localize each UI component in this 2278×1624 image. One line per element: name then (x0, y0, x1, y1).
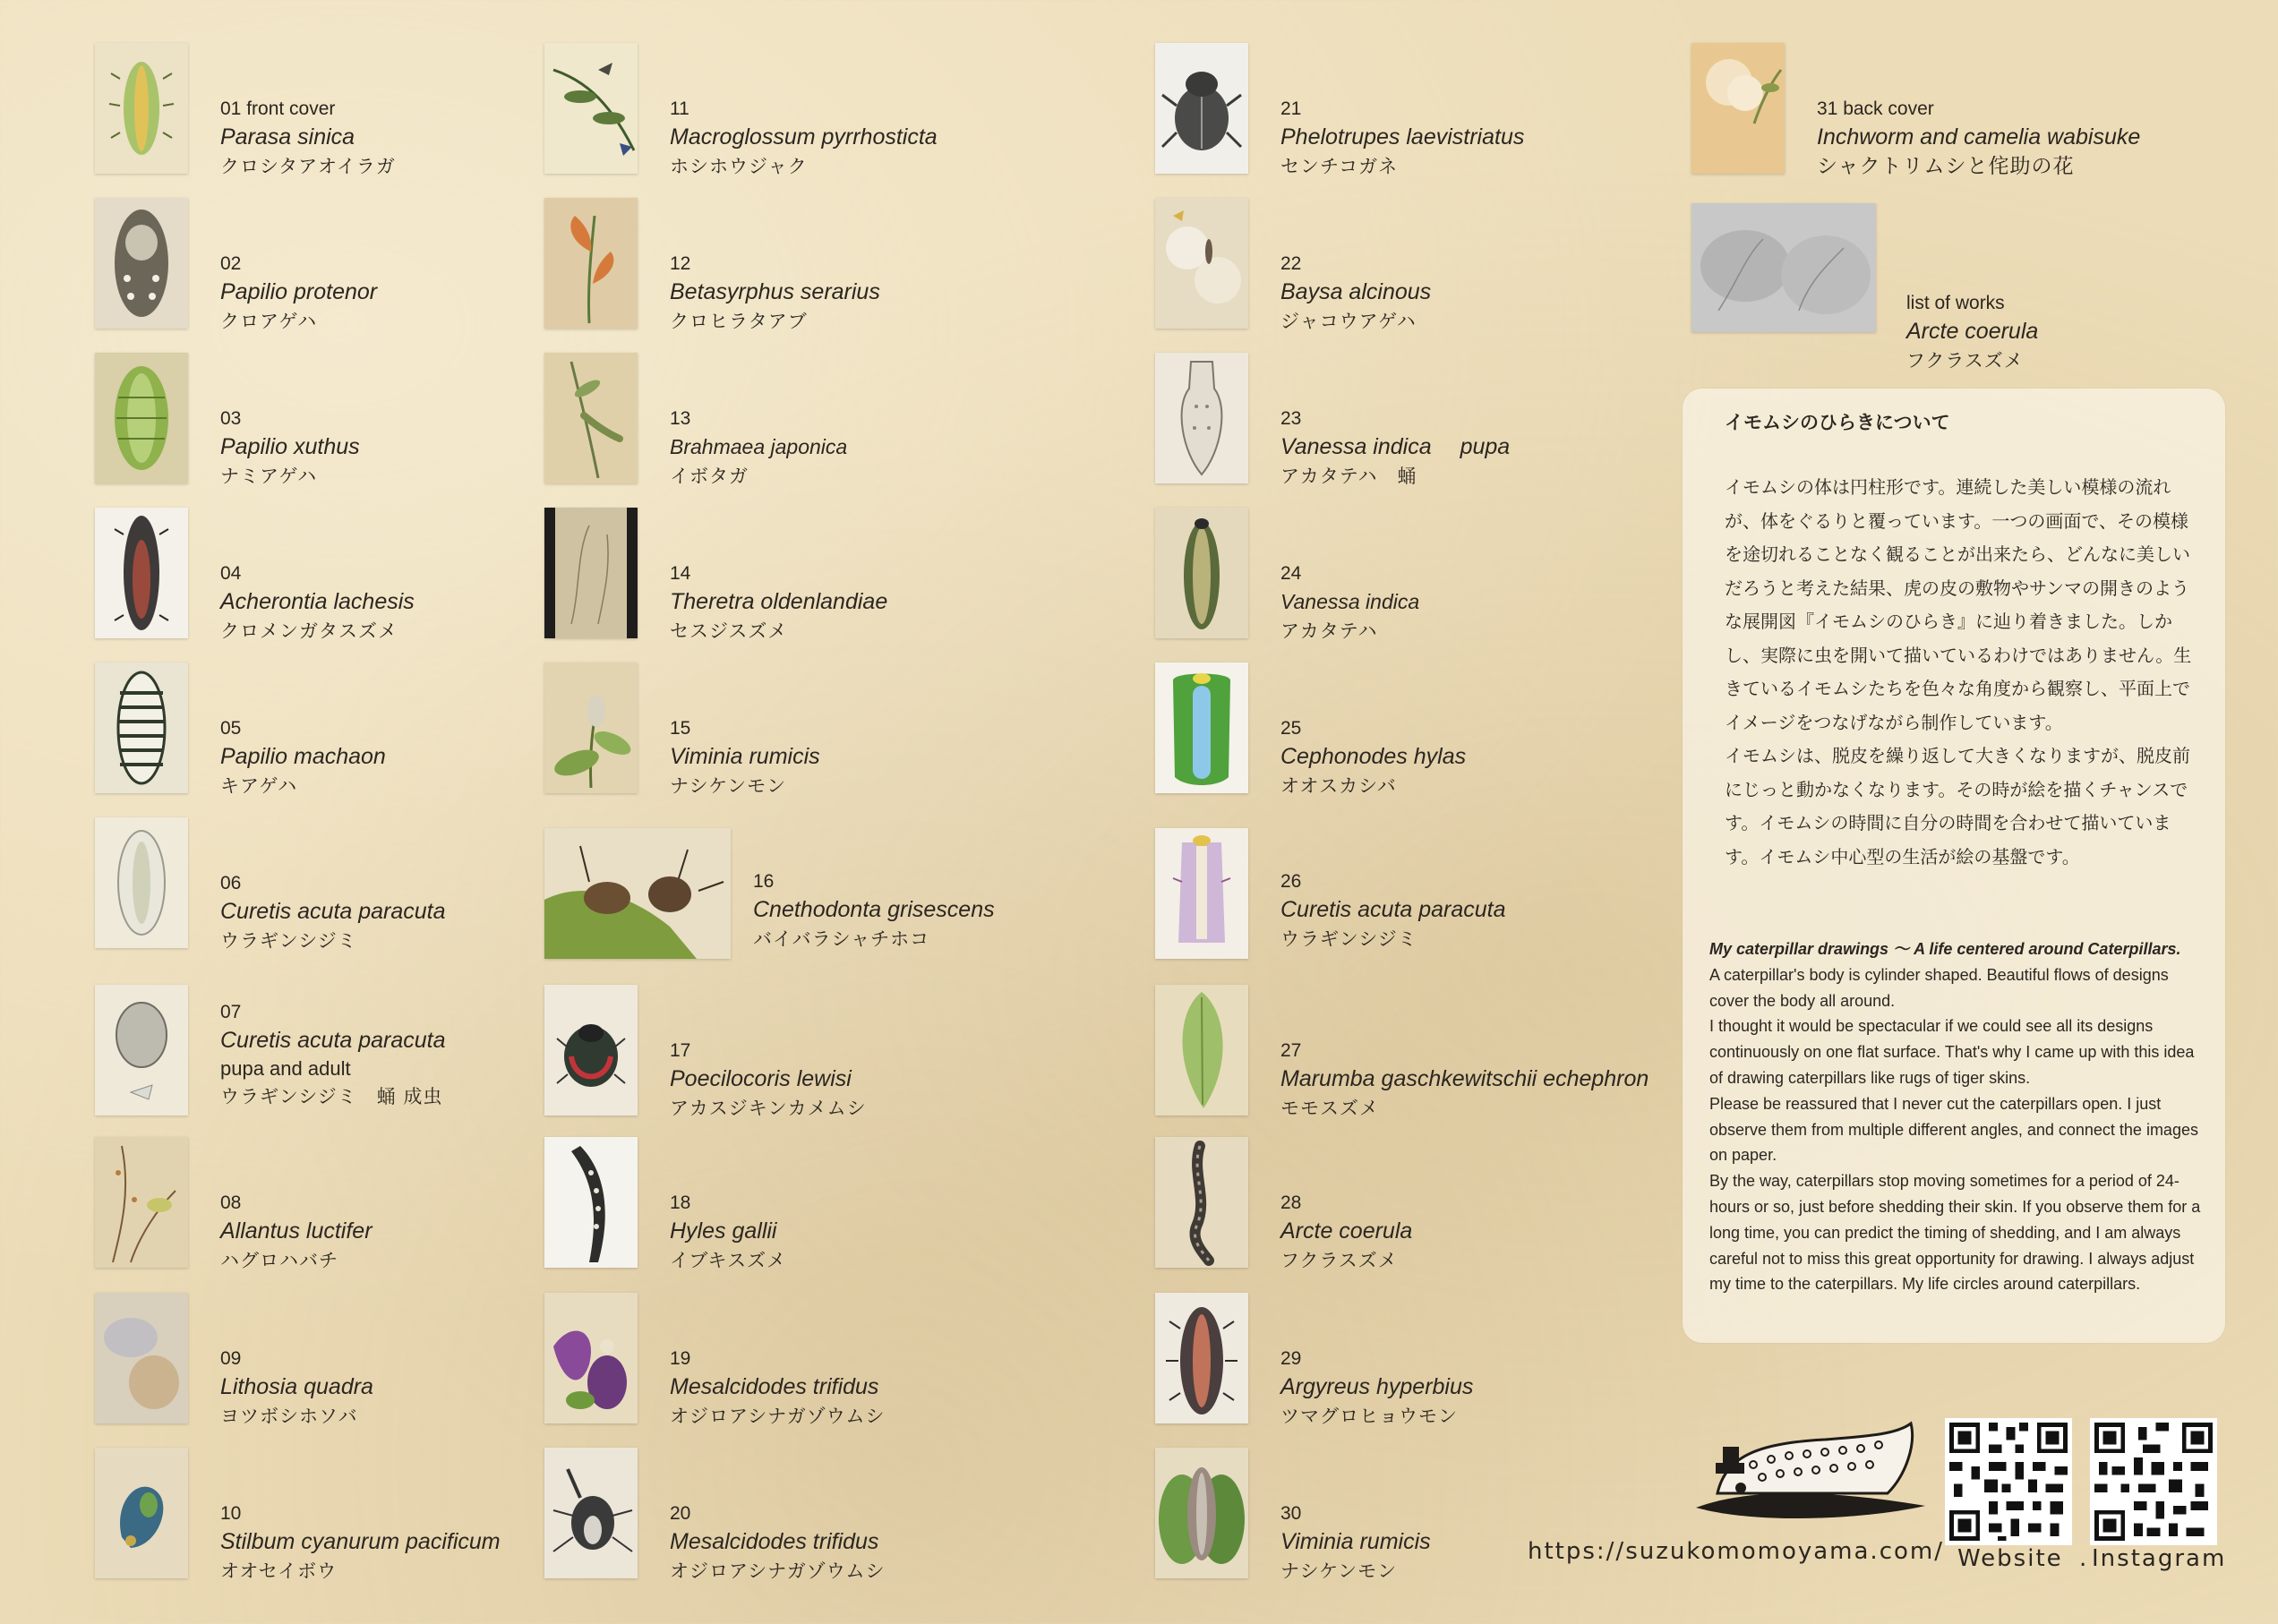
artwork-thumbnail (1155, 198, 1248, 329)
about-jp-paragraph: イモムシの体は円柱形です。連続した美しい模様の流れが、体をぐるりと覆っています。一つの画面で、その模様を途切れることなく観ることが出来たら、どんなに美しいだろうと考えた結果、虎の皮の敷物やサンマの開きのような展開図『イモムシのひらき』に辿り着きました。しかし、実際に虫を開いて描いているわけではありません。生きているイモムシたちを色々な角度から観察し、平面上でイメージをつなげながら制作しています。 (1725, 476, 2192, 733)
scientific-name: Cephonodes hylas (1280, 744, 1467, 769)
work-number: 05 (220, 718, 242, 739)
website-qr-code-icon[interactable] (1945, 1418, 2072, 1545)
artwork-thumbnail (1155, 828, 1248, 959)
work-number: 09 (220, 1348, 242, 1369)
artwork-thumbnail (544, 985, 638, 1115)
japanese-name: モモスズメ (1280, 1098, 1379, 1119)
work-number: 22 (1280, 253, 1302, 274)
artwork-thumbnail (95, 43, 188, 174)
work-number: 29 (1280, 1348, 1302, 1369)
about-en-paragraph: I thought it would be spectacular if we could see all its designs continuously on one flat surface. That's why I came up with this idea of drawing caterpillars like rugs of tiger skins. (1709, 1017, 2195, 1087)
japanese-name: フクラスズメ (1906, 350, 2024, 372)
work-entry-19 (544, 1293, 1171, 1427)
japanese-name: ツマグロヒョウモン (1280, 1406, 1458, 1427)
work-number: 30 (1280, 1503, 1302, 1524)
artwork-thumbnail (1155, 1448, 1248, 1578)
artwork-thumbnail (95, 353, 188, 483)
scientific-name: Papilio machaon (220, 744, 386, 769)
japanese-name: オジロアシナガゾウムシ (670, 1406, 886, 1427)
artwork-thumbnail (1155, 662, 1248, 793)
japanese-name: ウラギンシジミ (220, 930, 357, 952)
japanese-name: ナシケンモン (1280, 1560, 1398, 1582)
work-number: 04 (220, 563, 242, 584)
work-number: list of works (1906, 293, 2005, 313)
japanese-name: ジャコウアゲハ (1280, 311, 1417, 332)
work-entry-11 (544, 43, 1171, 177)
artwork-thumbnail (95, 1448, 188, 1578)
work-number: 06 (220, 873, 242, 893)
artwork-thumbnail (1155, 985, 1248, 1115)
scientific-name: Curetis acuta paracuta (1280, 897, 1506, 922)
scientific-name: Phelotrupes laevistriatus (1280, 124, 1525, 150)
japanese-name: イブキスズメ (670, 1250, 787, 1271)
scientific-name: Papilio protenor (220, 279, 378, 304)
japanese-name: シャクトリムシと侘助の花 (1817, 155, 2075, 178)
work-number: 20 (670, 1503, 691, 1524)
japanese-name: クロヒラタアブ (670, 311, 808, 332)
work-entry-31 (1691, 43, 2278, 177)
artwork-thumbnail (1155, 508, 1248, 638)
japanese-name: ウラギンシジミ (1280, 928, 1417, 950)
caterpillar-logo-icon (1691, 1418, 1931, 1529)
instagram-qr-code-icon[interactable] (2090, 1418, 2217, 1545)
work-number: 03 (220, 408, 242, 429)
scientific-name: Arcte coerula (1906, 319, 2039, 344)
japanese-name: ヨツボシホソバ (220, 1406, 358, 1427)
work-number: 16 (753, 871, 775, 892)
artwork-thumbnail (95, 508, 188, 638)
artwork-thumbnail (544, 43, 638, 174)
scientific-name: Mesalcidodes trifidus (670, 1374, 879, 1399)
work-entry-16 (544, 828, 1171, 962)
work-number: 26 (1280, 871, 1302, 892)
scientific-name: Allantus luctifer (220, 1218, 373, 1244)
artwork-thumbnail (1155, 1137, 1248, 1268)
japanese-name: アカタテハ 蛹 (1280, 466, 1417, 487)
japanese-name: クロシタアオイラガ (220, 156, 396, 177)
work-entry-12 (544, 198, 1171, 332)
artwork-thumbnail (544, 1448, 638, 1578)
qr-label-separator: . (2079, 1545, 2089, 1572)
scientific-name: Curetis acuta paracuta (220, 1028, 446, 1053)
scientific-name: Stilbum cyanurum pacificum (220, 1529, 501, 1554)
work-number: 14 (670, 563, 691, 584)
scientific-name: Vanessa indica pupa (1280, 434, 1511, 459)
artwork-thumbnail (544, 508, 638, 638)
artwork-thumbnail (95, 198, 188, 329)
about-en-paragraph: By the way, caterpillars stop moving sometimes for a period of 24-hours or so, just before shedding their skin. If you observe them for a long time, you can predict the timing of shedding, and I am always careful not to miss this great opportunity for drawing. I always adjust my time to the caterpillars. My life circles around caterpillars. (1709, 1172, 2201, 1294)
artwork-thumbnail (95, 985, 188, 1115)
work-number: 19 (670, 1348, 691, 1369)
japanese-name: ナミアゲハ (220, 466, 318, 487)
scientific-name: Inchworm and camelia wabisuke (1817, 124, 2141, 150)
japanese-name: ハグロハバチ (220, 1250, 338, 1271)
japanese-name: オオスカシバ (1280, 775, 1397, 797)
scientific-name: Macroglossum pyrrhosticta (670, 124, 938, 150)
work-number: 11 (670, 98, 689, 119)
japanese-name: バイバラシャチホコ (753, 928, 930, 950)
artwork-thumbnail (1691, 43, 1785, 174)
work-entry-17 (544, 985, 1171, 1119)
artwork-thumbnail (544, 198, 638, 329)
instagram-qr-label: Instagram (2092, 1545, 2227, 1572)
japanese-name: センチコガネ (1280, 156, 1399, 177)
scientific-name: Poecilocoris lewisi (670, 1066, 852, 1091)
work-number: 07 (220, 1002, 242, 1022)
about-en-lead: My caterpillar drawings 〜 A life centered around Caterpillars. (1709, 940, 2181, 958)
artwork-thumbnail (1155, 43, 1248, 174)
work-number: 18 (670, 1192, 691, 1213)
website-qr-label: Website (1957, 1545, 2063, 1572)
scientific-name: Parasa sinica (220, 124, 355, 150)
scientific-name: Lithosia quadra (220, 1374, 373, 1399)
japanese-name: アカスジキンカメムシ (670, 1098, 867, 1119)
artwork-thumbnail (95, 662, 188, 793)
japanese-name: アカタテハ (1280, 620, 1378, 642)
scientific-name: Cnethodonta grisescens (753, 897, 995, 922)
work-entry-13 (544, 353, 1171, 487)
work-number: 21 (1280, 98, 1302, 119)
scientific-name: Acherontia lachesis (220, 589, 415, 614)
work-number: 12 (670, 253, 691, 274)
about-jp-paragraph: イモムシは、脱皮を繰り返して大きくなりますが、脱皮前にじっと動かなくなります。その時が絵を描くチャンスです。イモムシの時間に自分の時間を合わせて描いています。イモムシ中心型の生活が絵の基盤です。 (1725, 745, 2190, 868)
work-subtitle: pupa and adult (220, 1057, 351, 1080)
scientific-name: Theretra oldenlandiae (670, 589, 888, 614)
japanese-name: ホシホウジャク (670, 156, 808, 177)
artwork-thumbnail (544, 1293, 638, 1423)
japanese-name: セスジスズメ (670, 620, 788, 642)
artwork-thumbnail (1691, 203, 1876, 332)
artwork-thumbnail (1155, 1293, 1248, 1423)
artwork-thumbnail (95, 1293, 188, 1423)
artwork-thumbnail (1155, 353, 1248, 483)
scientific-name: Marumba gaschkewitschii echephron (1280, 1066, 1649, 1091)
scientific-name: Argyreus hyperbius (1280, 1374, 1474, 1399)
artwork-thumbnail (544, 353, 638, 483)
work-number: 10 (220, 1503, 242, 1524)
work-entry-20 (544, 1448, 1171, 1582)
work-number: 17 (670, 1040, 691, 1061)
scientific-name: Papilio xuthus (220, 434, 360, 459)
japanese-name: キアゲハ (220, 775, 298, 797)
scientific-name: Arcte coerula (1280, 1218, 1413, 1244)
work-entry-list-of-works (1691, 203, 2278, 372)
japanese-name: クロアゲハ (220, 311, 318, 332)
work-entry-15 (544, 662, 1171, 797)
work-number: 01 front cover (220, 98, 336, 119)
about-card (1683, 389, 2225, 1343)
work-number: 13 (670, 408, 691, 429)
artwork-thumbnail (95, 1137, 188, 1268)
japanese-name: クロメンガタスズメ (220, 620, 398, 642)
scientific-name: Brahmaea japonica (670, 435, 848, 458)
japanese-name: オオセイボウ (220, 1560, 338, 1582)
artwork-thumbnail (544, 1137, 638, 1268)
website-url[interactable]: https://suzukomomoyama.com/ (1528, 1538, 1944, 1565)
scientific-name: Hyles gallii (670, 1218, 777, 1244)
work-entry-22 (1155, 198, 1782, 332)
work-number: 24 (1280, 563, 1302, 584)
about-japanese-text (1725, 471, 2199, 874)
work-entry-21 (1155, 43, 1782, 177)
work-number: 02 (220, 253, 242, 274)
work-number: 31 back cover (1817, 98, 1934, 119)
japanese-name: ウラギンシジミ 蛹 成虫 (220, 1086, 443, 1107)
scientific-name: Viminia rumicis (1280, 1529, 1431, 1554)
work-number: 25 (1280, 718, 1302, 739)
work-number: 08 (220, 1192, 242, 1213)
work-number: 15 (670, 718, 691, 739)
scientific-name: Mesalcidodes trifidus (670, 1529, 879, 1554)
work-entry-18 (544, 1137, 1171, 1271)
about-title: イモムシのひらきについて (1725, 412, 1950, 433)
japanese-name: フクラスズメ (1280, 1250, 1398, 1271)
scientific-name: Viminia rumicis (670, 744, 820, 769)
work-entry-14 (544, 508, 1171, 642)
artwork-thumbnail (95, 817, 188, 948)
about-en-paragraph: Please be reassured that I never cut the caterpillars open. I just observe them from multiple different angles, and connect the images on paper. (1709, 1094, 2198, 1165)
artwork-thumbnail (544, 828, 731, 959)
japanese-name: ナシケンモン (670, 775, 787, 797)
japanese-name: イボタガ (670, 466, 749, 487)
artwork-thumbnail (544, 662, 638, 793)
scientific-name: Vanessa indica (1280, 590, 1420, 613)
about-english-text (1709, 936, 2211, 1297)
work-number: 28 (1280, 1192, 1302, 1213)
scientific-name: Betasyrphus serarius (670, 279, 880, 304)
about-en-paragraph: A caterpillar's body is cylinder shaped. Beautiful flows of designs cover the body all around. (1709, 965, 2169, 1010)
work-number: 27 (1280, 1040, 1302, 1061)
japanese-name: オジロアシナガゾウムシ (670, 1560, 886, 1582)
scientific-name: Curetis acuta paracuta (220, 899, 446, 924)
scientific-name: Baysa alcinous (1280, 279, 1432, 304)
work-number: 23 (1280, 408, 1302, 429)
